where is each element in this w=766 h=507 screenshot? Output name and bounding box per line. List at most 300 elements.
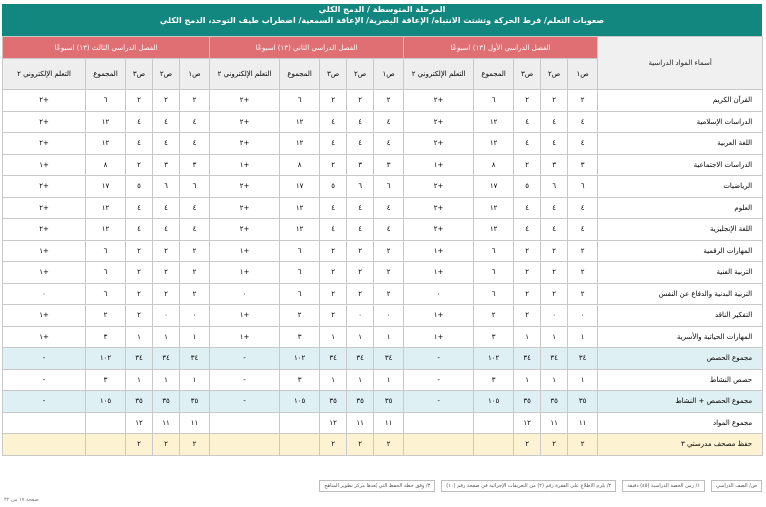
hours-cell: +١ [210, 154, 280, 176]
hours-cell: ٤ [153, 219, 180, 241]
hours-cell: ١ [347, 326, 374, 348]
hours-cell: - [3, 348, 86, 370]
hours-cell: ١٢ [514, 412, 541, 434]
hours-cell: +٢ [404, 219, 474, 241]
hours-cell: +١ [404, 262, 474, 284]
hours-cell: ١٢ [280, 219, 320, 241]
hours-cell: ٢ [514, 262, 541, 284]
hours-cell: ٤ [541, 111, 568, 133]
hours-cell: ٤ [153, 197, 180, 219]
hours-cell: ٣٥ [374, 391, 404, 413]
hours-cell: +١ [210, 240, 280, 262]
hours-cell: ٠ [210, 283, 280, 305]
table-row [3, 391, 763, 413]
stage-title: المرحلة المتوسطة / الدمج الكلي [318, 5, 446, 14]
hours-cell: +٢ [3, 133, 86, 155]
hours-cell: ٣ [568, 154, 598, 176]
hours-cell: ٠ [568, 305, 598, 327]
hours-cell: - [404, 348, 474, 370]
hours-cell: ١ [180, 326, 210, 348]
hours-cell [86, 434, 126, 456]
hours-cell: ٤ [514, 111, 541, 133]
hours-cell: ٤ [374, 133, 404, 155]
subject-name: التربية البدنية والدفاع عن النفس [598, 283, 763, 305]
footnote-3: ٢/ يلزم الاطلاع على الفقرة رقم (٢) من التعريفات الإجرائية في صفحة رقم (١٠) [441, 480, 616, 492]
hours-cell: +١ [404, 326, 474, 348]
table-row [3, 283, 763, 305]
hours-cell: - [404, 391, 474, 413]
hours-cell: ٣ [280, 369, 320, 391]
subject-name: مجموع المواد [598, 412, 763, 434]
hours-cell: ٢ [374, 434, 404, 456]
hours-cell: ٢ [568, 240, 598, 262]
footnote-1: ص/ الصف الدراسي [711, 480, 762, 492]
hours-cell: ١٧ [474, 176, 514, 198]
hours-cell [474, 412, 514, 434]
study-plan-table [2, 36, 763, 456]
hours-cell: +٢ [404, 111, 474, 133]
hours-cell: ٤ [347, 111, 374, 133]
hours-cell: ٢ [180, 283, 210, 305]
subject-name: التفكير الناقد [598, 305, 763, 327]
hours-cell: ١١ [153, 412, 180, 434]
hours-cell: +١ [3, 305, 86, 327]
hours-cell: ٤ [126, 197, 153, 219]
hours-cell: ٦ [280, 262, 320, 284]
hours-cell: ٢ [126, 283, 153, 305]
hours-cell [3, 434, 86, 456]
hours-cell: ٤ [320, 219, 347, 241]
hours-cell: ٢ [126, 262, 153, 284]
hours-cell: ٤ [514, 133, 541, 155]
hours-cell: ١٠٢ [280, 348, 320, 370]
hours-cell: ٣٤ [320, 348, 347, 370]
hours-cell: ٨ [280, 154, 320, 176]
table-row [3, 154, 763, 176]
hours-cell: ٢ [514, 90, 541, 112]
hours-cell: +١ [210, 326, 280, 348]
hours-cell: ٤ [568, 197, 598, 219]
hours-cell: ٢ [541, 262, 568, 284]
hours-cell: ٤ [320, 111, 347, 133]
hours-cell: +٢ [210, 197, 280, 219]
table-row [3, 305, 763, 327]
hours-cell: ٢ [280, 305, 320, 327]
subject-name: المهارات الرقمية [598, 240, 763, 262]
col-grade-2: ص٢ [541, 59, 568, 90]
col-grade-1: ص١ [180, 59, 210, 90]
hours-cell: ٦ [374, 176, 404, 198]
hours-cell: ٢ [541, 434, 568, 456]
hours-cell: ٣٥ [541, 391, 568, 413]
hours-cell: ٦ [568, 176, 598, 198]
hours-cell: ٤ [514, 219, 541, 241]
subject-names-header: أسماء المواد الدراسية [598, 37, 763, 90]
term-2-header: الفصل الدراسي الثاني (١٣) اسبوعًا [210, 37, 404, 59]
table-row [3, 262, 763, 284]
hours-cell: ٢ [86, 305, 126, 327]
hours-cell: ٤ [568, 219, 598, 241]
hours-cell: ٢ [374, 262, 404, 284]
subject-name: مجموع الحصص + النشاط [598, 391, 763, 413]
hours-cell: +١ [210, 262, 280, 284]
hours-cell: ٢ [153, 240, 180, 262]
hours-cell: ٣٤ [347, 348, 374, 370]
col-total: المجموع [86, 59, 126, 90]
hours-cell: ٤ [126, 133, 153, 155]
hours-cell: ٤ [320, 197, 347, 219]
hours-cell: ٦ [280, 283, 320, 305]
hours-cell: ١٢ [280, 111, 320, 133]
hours-cell: ٢ [514, 283, 541, 305]
hours-cell: ٤ [568, 133, 598, 155]
col-grade-3: ص٣ [320, 59, 347, 90]
hours-cell: ٢ [153, 262, 180, 284]
hours-cell: - [404, 369, 474, 391]
hours-cell: ١٧ [86, 176, 126, 198]
hours-cell: ٢ [514, 305, 541, 327]
hours-cell: ٤ [153, 133, 180, 155]
hours-cell: +٢ [210, 111, 280, 133]
hours-cell: ٣ [180, 154, 210, 176]
hours-cell: +١ [3, 154, 86, 176]
hours-cell: ٠ [404, 283, 474, 305]
hours-cell: ٢ [541, 283, 568, 305]
hours-cell: - [210, 369, 280, 391]
hours-cell: ٣٥ [347, 391, 374, 413]
hours-cell: ٨ [86, 154, 126, 176]
hours-cell: ٢ [180, 90, 210, 112]
hours-cell: ٣٥ [514, 391, 541, 413]
hours-cell: ٢ [568, 434, 598, 456]
subject-name: التربية الفنية [598, 262, 763, 284]
hours-cell: ٢ [153, 283, 180, 305]
col-grade-2: ص٢ [153, 59, 180, 90]
subject-name: الرياضيات [598, 176, 763, 198]
table-row [3, 434, 763, 456]
hours-cell: ٦ [474, 283, 514, 305]
hours-cell: ٤ [541, 197, 568, 219]
hours-cell: ٢ [320, 305, 347, 327]
term-1-header: الفصل الدراسي الأول (١٣) اسبوعًا [404, 37, 598, 59]
hours-cell: ٢ [180, 434, 210, 456]
hours-cell: +٢ [404, 90, 474, 112]
table-row [3, 219, 763, 241]
footnote-4: ٣/ وفق خطة الحفظ التي يُعدها مركز تطوير المناهج [319, 480, 435, 492]
hours-cell: ٢ [474, 305, 514, 327]
col-elearning: التعلم الإلكتروني ٢ [404, 59, 474, 90]
hours-cell: ٢ [180, 240, 210, 262]
hours-cell: ٣٤ [514, 348, 541, 370]
stage-subtitle: صعوبات التعلم/ فرط الحركة وتشتت الانتباه/ الإعاقة البصرية/ الإعاقة السمعية/ اضطراب طيف التوحد، الدمج الكلي [159, 16, 605, 25]
hours-cell: +٢ [210, 133, 280, 155]
hours-cell: ٣٤ [568, 348, 598, 370]
col-grade-3: ص٣ [126, 59, 153, 90]
hours-cell: ١٢ [86, 219, 126, 241]
hours-cell: +٢ [210, 90, 280, 112]
hours-cell: ٠ [374, 305, 404, 327]
hours-cell: ٢ [320, 154, 347, 176]
hours-cell [404, 434, 474, 456]
hours-cell: +٢ [210, 176, 280, 198]
table-row [3, 348, 763, 370]
hours-cell: ٢ [180, 262, 210, 284]
hours-cell: ٦ [86, 240, 126, 262]
hours-cell: ٤ [568, 111, 598, 133]
hours-cell: ١ [514, 369, 541, 391]
term-3-header: الفصل الدراسي الثالث (١٣) اسبوعًا [3, 37, 210, 59]
hours-cell: +١ [404, 240, 474, 262]
hours-cell: ٤ [180, 111, 210, 133]
hours-cell: ٢ [347, 283, 374, 305]
hours-cell: ١٢ [474, 197, 514, 219]
table-row [3, 326, 763, 348]
hours-cell: ٦ [86, 283, 126, 305]
hours-cell: ٤ [347, 133, 374, 155]
hours-cell: ٤ [541, 133, 568, 155]
hours-cell: ١٢ [474, 111, 514, 133]
hours-cell: ٤ [374, 111, 404, 133]
hours-cell: +١ [3, 326, 86, 348]
hours-cell: +١ [3, 240, 86, 262]
hours-cell: +٢ [404, 197, 474, 219]
hours-cell: ٥ [514, 176, 541, 198]
hours-cell: ١٠٢ [474, 348, 514, 370]
hours-cell: ٣٥ [320, 391, 347, 413]
hours-cell: ٠ [180, 305, 210, 327]
hours-cell: ٢ [320, 262, 347, 284]
hours-cell: ٢ [320, 90, 347, 112]
hours-cell [210, 412, 280, 434]
hours-cell: - [210, 348, 280, 370]
hours-cell: ٤ [180, 197, 210, 219]
hours-cell: ٦ [474, 262, 514, 284]
hours-cell [3, 412, 86, 434]
hours-cell: ١ [541, 326, 568, 348]
subject-name: المهارات الحياتية والأسرية [598, 326, 763, 348]
hours-cell: ٦ [541, 176, 568, 198]
subject-name: مجموع الحصص [598, 348, 763, 370]
hours-cell: ٣ [541, 154, 568, 176]
hours-cell: ١١ [347, 412, 374, 434]
hours-cell: ٣ [374, 154, 404, 176]
footnote-2: ١/ زمن الحصة الدراسية (٤٥) دقيقة [622, 480, 705, 492]
hours-cell: ٤ [347, 197, 374, 219]
hours-cell: +١ [404, 154, 474, 176]
hours-cell: ١ [374, 369, 404, 391]
hours-cell: ٢ [568, 90, 598, 112]
hours-cell [280, 412, 320, 434]
term-header-row [3, 37, 763, 59]
table-row [3, 369, 763, 391]
hours-cell: ٣٥ [568, 391, 598, 413]
hours-cell: +٢ [210, 219, 280, 241]
hours-cell: ٢ [568, 283, 598, 305]
hours-cell: ٥ [126, 176, 153, 198]
table-row [3, 176, 763, 198]
hours-cell: ٦ [180, 176, 210, 198]
hours-cell: ٢ [347, 434, 374, 456]
hours-cell: ١٢ [86, 133, 126, 155]
subject-name: حصص النشاط [598, 369, 763, 391]
hours-cell [210, 434, 280, 456]
hours-cell: ٢ [374, 90, 404, 112]
hours-cell: ١ [347, 369, 374, 391]
hours-cell: ٢ [126, 154, 153, 176]
hours-cell: ١ [126, 369, 153, 391]
hours-cell: ٦ [474, 240, 514, 262]
hours-cell: ٢ [153, 90, 180, 112]
table-row [3, 133, 763, 155]
table-row [3, 111, 763, 133]
col-grade-1: ص١ [568, 59, 598, 90]
hours-cell: ١ [320, 326, 347, 348]
hours-cell: ٢ [374, 283, 404, 305]
hours-cell: ١٧ [280, 176, 320, 198]
hours-cell: ١ [126, 326, 153, 348]
col-grade-2: ص٢ [347, 59, 374, 90]
hours-cell: ١١ [568, 412, 598, 434]
hours-cell: ٦ [86, 90, 126, 112]
hours-cell: +١ [3, 262, 86, 284]
hours-cell: ٣ [280, 326, 320, 348]
hours-cell: ١٢ [474, 219, 514, 241]
hours-cell: ٣٤ [180, 348, 210, 370]
hours-cell: ٤ [320, 133, 347, 155]
hours-cell: ١٢ [126, 412, 153, 434]
hours-cell: ٤ [374, 197, 404, 219]
hours-cell: ١ [180, 369, 210, 391]
hours-cell: ٣٥ [153, 391, 180, 413]
page-number: صفحة ١٧ من ٣٢ [4, 497, 39, 503]
hours-cell: ٤ [126, 219, 153, 241]
table-row [3, 412, 763, 434]
hours-cell: ٢ [126, 240, 153, 262]
footnotes [319, 480, 762, 492]
subject-name: الدراسات الاجتماعية [598, 154, 763, 176]
hours-cell: ٨ [474, 154, 514, 176]
hours-cell: ٢ [126, 305, 153, 327]
hours-cell: ٤ [126, 111, 153, 133]
hours-cell: ٢ [320, 240, 347, 262]
hours-cell: ٢ [347, 262, 374, 284]
hours-cell: ٢ [320, 283, 347, 305]
hours-cell: ٤ [347, 219, 374, 241]
hours-cell: +٢ [404, 133, 474, 155]
hours-cell: ٠ [3, 283, 86, 305]
hours-cell: ١٠٥ [280, 391, 320, 413]
col-elearning: التعلم الإلكتروني ٢ [3, 59, 86, 90]
hours-cell: ٢ [514, 240, 541, 262]
hours-cell [474, 434, 514, 456]
hours-cell [404, 412, 474, 434]
hours-cell: ١٠٥ [86, 391, 126, 413]
hours-cell: ٣ [474, 369, 514, 391]
hours-cell: ٢ [347, 240, 374, 262]
hours-cell [86, 412, 126, 434]
table-body [3, 90, 763, 456]
hours-cell: +٢ [3, 111, 86, 133]
hours-cell: ٢ [347, 90, 374, 112]
hours-cell: ١ [153, 369, 180, 391]
hours-cell: ١٢ [86, 111, 126, 133]
hours-cell: ١ [320, 369, 347, 391]
hours-cell: ٢ [541, 90, 568, 112]
hours-cell: ١ [374, 326, 404, 348]
hours-cell: ٢ [541, 240, 568, 262]
subject-name: اللغة الإنجليزية [598, 219, 763, 241]
hours-cell: ١١ [374, 412, 404, 434]
hours-cell: ٤ [374, 219, 404, 241]
hours-cell: ١ [153, 326, 180, 348]
hours-cell: - [210, 391, 280, 413]
hours-cell: ٤ [180, 219, 210, 241]
hours-cell: ١١ [180, 412, 210, 434]
hours-cell: ١ [541, 369, 568, 391]
hours-cell: ٣ [86, 369, 126, 391]
hours-cell: ٤ [514, 197, 541, 219]
hours-cell: ٠ [541, 305, 568, 327]
col-elearning: التعلم الإلكتروني ٢ [210, 59, 280, 90]
hours-cell: ٢ [374, 240, 404, 262]
hours-cell: ١ [514, 326, 541, 348]
hours-cell: ٢ [126, 90, 153, 112]
subject-name: اللغة العربية [598, 133, 763, 155]
hours-cell: ١٢ [320, 412, 347, 434]
hours-cell: ٦ [474, 90, 514, 112]
hours-cell: ٦ [86, 262, 126, 284]
hours-cell: +٢ [3, 176, 86, 198]
hours-cell: ١٠٢ [86, 348, 126, 370]
hours-cell: ٣٥ [180, 391, 210, 413]
hours-cell: ٣ [474, 326, 514, 348]
hours-cell: ١٠٥ [474, 391, 514, 413]
subject-name: حفظ مصحف مدرستي ٣ [598, 434, 763, 456]
hours-cell: ١٢ [280, 133, 320, 155]
table-row [3, 90, 763, 112]
col-grade-1: ص١ [374, 59, 404, 90]
hours-cell: +٢ [3, 219, 86, 241]
hours-cell: ٣٤ [541, 348, 568, 370]
hours-cell: +٢ [3, 90, 86, 112]
hours-cell: ٢ [153, 434, 180, 456]
hours-cell: ٣٤ [126, 348, 153, 370]
hours-cell: ٤ [180, 133, 210, 155]
hours-cell: ٢ [514, 154, 541, 176]
subject-name: القرآن الكريم [598, 90, 763, 112]
stage-header [2, 4, 762, 36]
hours-cell: ٠ [153, 305, 180, 327]
hours-cell: +٢ [3, 197, 86, 219]
hours-cell: ٦ [153, 176, 180, 198]
hours-cell: ٢ [320, 434, 347, 456]
hours-cell: ١ [568, 369, 598, 391]
hours-cell: ٥ [320, 176, 347, 198]
hours-cell: ٤ [541, 219, 568, 241]
hours-cell: ٤ [153, 111, 180, 133]
hours-cell: ١١ [541, 412, 568, 434]
hours-cell: ٣ [347, 154, 374, 176]
table-row [3, 240, 763, 262]
hours-cell: ٠ [347, 305, 374, 327]
hours-cell: +١ [404, 305, 474, 327]
hours-cell: ١٢ [280, 197, 320, 219]
hours-cell: ٣ [86, 326, 126, 348]
hours-cell: ٣٤ [374, 348, 404, 370]
table-row [3, 197, 763, 219]
hours-cell: - [3, 391, 86, 413]
hours-cell: - [3, 369, 86, 391]
